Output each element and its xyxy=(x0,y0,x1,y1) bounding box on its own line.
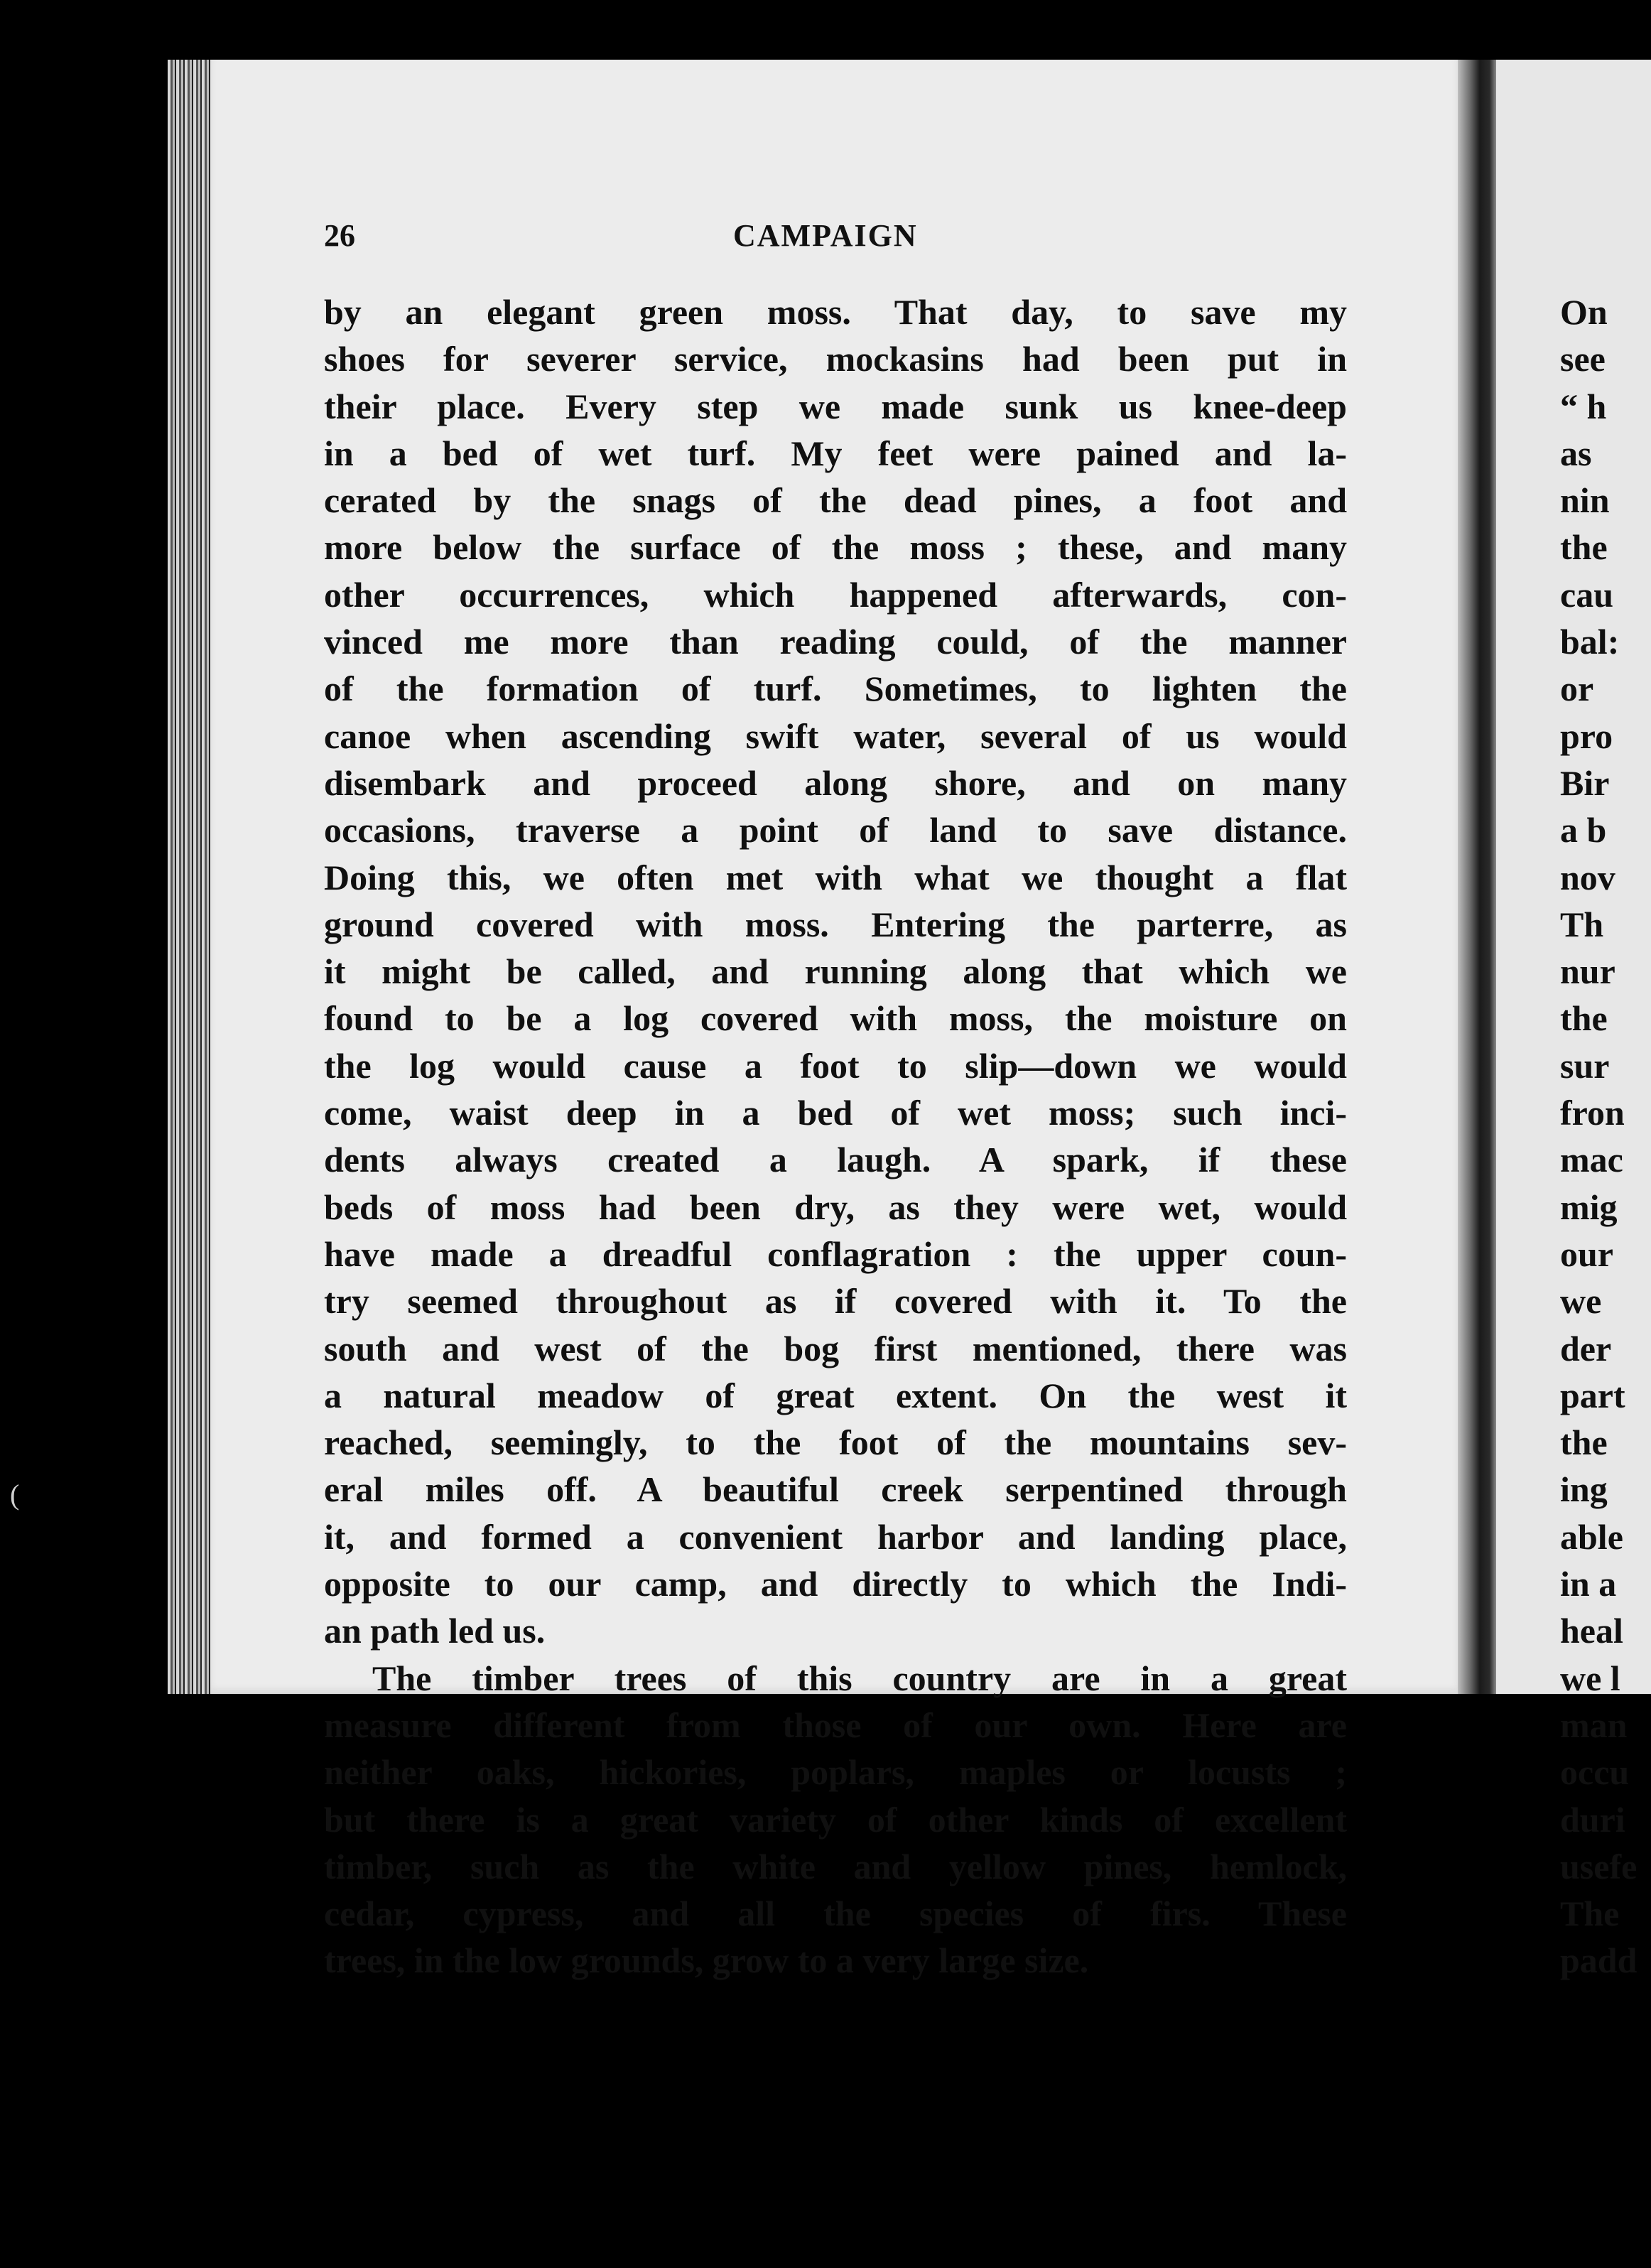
text-line: it might be called, and running along that which we xyxy=(324,951,1347,992)
facing-page-fragment: fron xyxy=(1560,1093,1625,1133)
facing-page-fragment: ing xyxy=(1560,1469,1608,1510)
facing-page-fragment: duri xyxy=(1560,1799,1625,1840)
text-line: eral miles off. A beautiful creek serpentined through xyxy=(324,1469,1347,1510)
text-line: in a bed of wet turf. My feet were pained and la- xyxy=(324,433,1347,473)
facing-page-text xyxy=(1560,288,1651,1984)
text-line: found to be a log covered with moss, the moisture on xyxy=(324,998,1347,1039)
text-line: ground covered with moss. Entering the parterre, as xyxy=(324,904,1347,944)
text-line: their place. Every step we made sunk us knee-deep xyxy=(324,386,1347,426)
facing-page-fragment: usefe xyxy=(1560,1846,1638,1886)
facing-page-fragment: or xyxy=(1560,669,1594,709)
facing-page-fragment: nin xyxy=(1560,480,1610,521)
facing-page-fragment: see xyxy=(1560,339,1606,379)
facing-page-fragment: the xyxy=(1560,998,1608,1039)
facing-page-fragment: man xyxy=(1560,1705,1628,1745)
facing-page-fragment: The xyxy=(1560,1894,1620,1934)
text-line: measure different from those of our own. Here are xyxy=(324,1705,1347,1745)
page-heading: CAMPAIGN xyxy=(733,218,918,253)
facing-page-fragment: the xyxy=(1560,527,1608,568)
facing-page-fragment: padd xyxy=(1560,1940,1638,1981)
facing-page-fragment: mig xyxy=(1560,1187,1618,1227)
text-line: beds of moss had been dry, as they were wet, would xyxy=(324,1187,1347,1227)
text-line: canoe when ascending swift water, several of us would xyxy=(324,716,1347,756)
facing-page-fragment: we xyxy=(1560,1281,1602,1322)
text-line: south and west of the bog first mentioned, there was xyxy=(324,1328,1347,1368)
text-line: more below the surface of the moss ; these, and many xyxy=(324,527,1347,568)
facing-page-fragment: “ h xyxy=(1560,386,1607,426)
facing-page-fragment: we l xyxy=(1560,1658,1620,1698)
text-line: occasions, traverse a point of land to save distance. xyxy=(324,810,1347,850)
text-line: disembark and proceed along shore, and on many xyxy=(324,762,1347,803)
text-line: by an elegant green moss. That day, to save my xyxy=(324,292,1347,332)
text-line: it, and formed a convenient harbor and landing place, xyxy=(324,1516,1347,1557)
body-text xyxy=(324,288,1347,1984)
text-line: cerated by the snags of the dead pines, a foot and xyxy=(324,480,1347,521)
facing-page-fragment: able xyxy=(1560,1516,1623,1557)
facing-page-fragment: our xyxy=(1560,1233,1613,1274)
text-line: opposite to our camp, and directly to which the Indi- xyxy=(324,1564,1347,1604)
text-line: trees, in the low grounds, grow to a very large size. xyxy=(324,1940,1089,1981)
text-line: the log would cause a foot to slip—down we would xyxy=(324,1045,1347,1086)
facing-page-fragment: nur xyxy=(1560,951,1615,992)
facing-page-fragment: cau xyxy=(1560,574,1613,615)
text-line: an path led us. xyxy=(324,1611,546,1651)
facing-page-fragment: as xyxy=(1560,433,1592,473)
facing-page-fragment: der xyxy=(1560,1328,1612,1368)
text-line: Doing this, we often met with what we thought a flat xyxy=(324,857,1347,897)
text-line: timber, such as the white and yellow pines, hemlock, xyxy=(324,1846,1347,1886)
book-page-edges xyxy=(168,60,213,1694)
facing-page-fragment: bal: xyxy=(1560,622,1620,662)
facing-page-fragment: nov xyxy=(1560,857,1615,897)
text-line: shoes for severer service, mockasins had been put in xyxy=(324,339,1347,379)
running-head xyxy=(324,217,1347,260)
facing-page-fragment: heal xyxy=(1560,1611,1623,1651)
facing-page-fragment: pro xyxy=(1560,716,1613,756)
text-line: reached, seemingly, to the foot of the mountains sev- xyxy=(324,1422,1347,1463)
facing-page-fragment: sur xyxy=(1560,1045,1610,1086)
facing-page-fragment: On xyxy=(1560,292,1608,332)
facing-page-fragment: the xyxy=(1560,1422,1608,1463)
facing-page-fragment: occu xyxy=(1560,1752,1630,1793)
text-line: The timber trees of this country are in a great xyxy=(372,1658,1347,1698)
text-line: other occurrences, which happened afterwards, con- xyxy=(324,574,1347,615)
facing-page-fragment: part xyxy=(1560,1375,1625,1415)
facing-page-fragment: a b xyxy=(1560,810,1607,850)
text-line: vinced me more than reading could, of the manner xyxy=(324,622,1347,662)
text-line: neither oaks, hickories, poplars, maples or locusts ; xyxy=(324,1752,1347,1793)
facing-page-fragment: in a xyxy=(1560,1564,1617,1604)
text-line: cedar, cypress, and all the species of firs. These xyxy=(324,1894,1347,1934)
facing-page-fragment: mac xyxy=(1560,1140,1623,1180)
facing-page-fragment: Th xyxy=(1560,904,1604,944)
margin-mark: ( xyxy=(10,1479,20,1511)
text-line: come, waist deep in a bed of wet moss; such inci- xyxy=(324,1093,1347,1133)
text-line: try seemed throughout as if covered with it. To the xyxy=(324,1281,1347,1322)
text-line: have made a dreadful conflagration : the upper coun- xyxy=(324,1233,1347,1274)
page-number: 26 xyxy=(324,218,355,253)
text-line: dents always created a laugh. A spark, if these xyxy=(324,1140,1347,1180)
book-gutter xyxy=(1458,60,1498,1694)
facing-page-fragment: Bir xyxy=(1560,762,1610,803)
text-line: a natural meadow of great extent. On the west it xyxy=(324,1375,1347,1415)
text-line: but there is a great variety of other kinds of excellent xyxy=(324,1799,1347,1840)
text-line: of the formation of turf. Sometimes, to lighten the xyxy=(324,669,1347,709)
